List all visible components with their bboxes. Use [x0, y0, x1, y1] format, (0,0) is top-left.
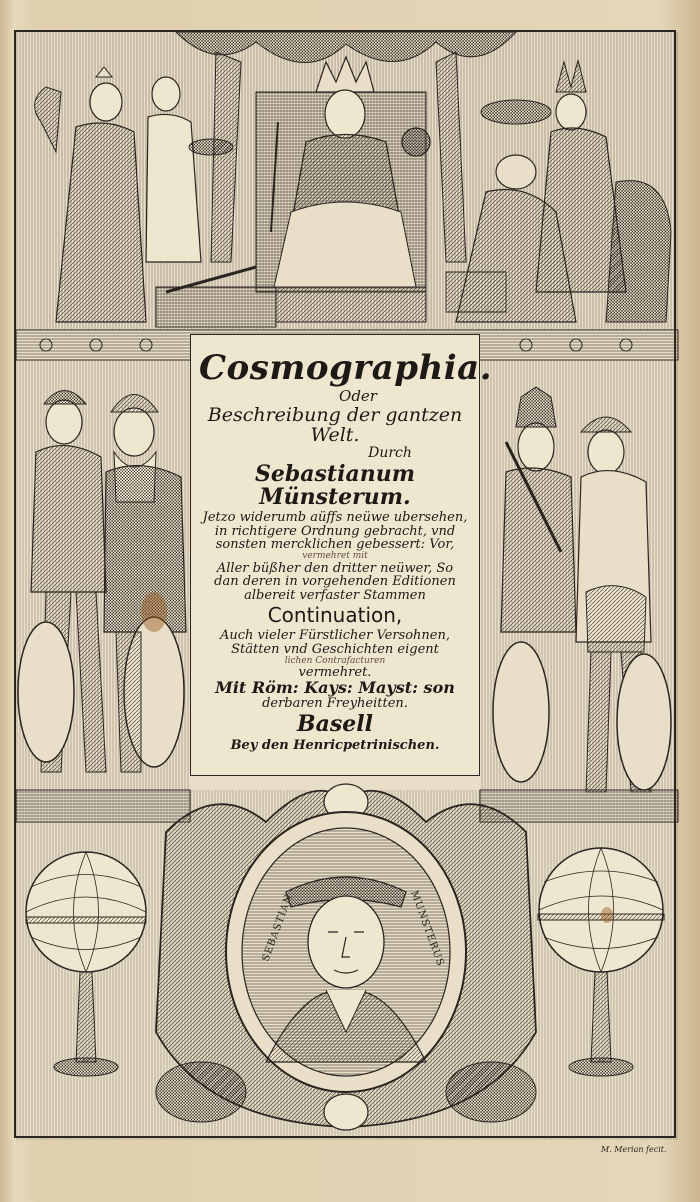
title-line: Oder — [339, 386, 377, 405]
portrait-label-right: MUNSTERUS — [408, 889, 446, 969]
book-title: Cosmographia. — [199, 348, 493, 388]
portrait-label-left: SEBASTIAN — [260, 892, 296, 964]
top-allegorical-scene — [16, 32, 678, 330]
title-line: Auch vieler Fürstlicher Versohnen, — [220, 628, 450, 644]
engraver-signature: M. Merian fecit. — [601, 1145, 667, 1154]
title-line: vermehret. — [298, 665, 372, 681]
continuation-heading: Continuation, — [267, 603, 403, 628]
title-line: in richtigere Ordnung gebracht, vnd — [214, 523, 456, 539]
title-line: Jetzo widerumb aüffs neüwe ubersehen, — [202, 510, 468, 526]
engraved-title-plate — [14, 30, 676, 1154]
title-line: Stätten vnd Geschichten eigent — [231, 642, 439, 658]
place-of-publication: Basell — [297, 711, 373, 738]
age-stain — [141, 592, 167, 632]
age-stain — [601, 907, 613, 923]
title-cartouche — [190, 334, 493, 776]
publisher-line: Bey den Henricpetrinischen. — [230, 738, 440, 754]
privilege-line: Mit Röm: Kays: Mayst: son — [215, 677, 455, 697]
title-line: derbaren Freyheitten. — [262, 695, 408, 711]
handwritten-insert: vermehret mit — [302, 551, 368, 562]
portrait-cartouche — [156, 784, 536, 1130]
handwritten-insert: lichen Contrafacturen — [284, 655, 386, 666]
title-line: albereit verfaster Stammen — [244, 587, 426, 603]
subtitle-line: Beschreibung der gantzen Welt. — [207, 404, 463, 447]
author-name: Sebastianum Münsterum. — [255, 461, 415, 511]
title-line: dan deren in vorgehenden Editionen — [214, 574, 456, 590]
title-line: Durch — [368, 445, 412, 462]
title-line: sonsten mercklichen gebessert: Vor, — [215, 537, 455, 553]
title-line: Aller büßher den dritter neüwer, So — [216, 560, 454, 576]
